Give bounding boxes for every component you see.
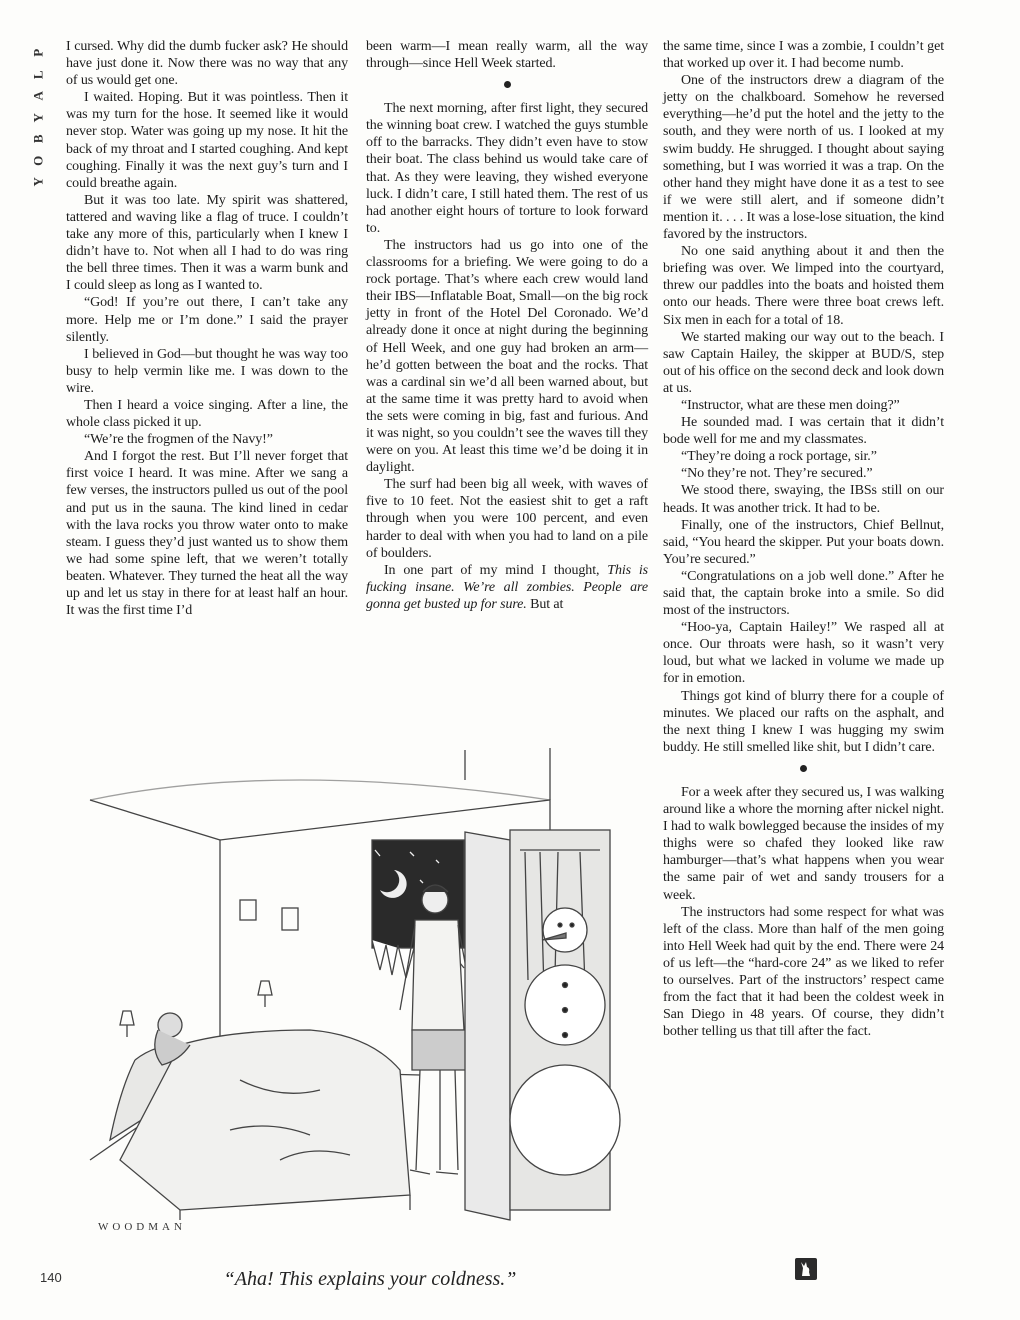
paragraph: “No they’re not. They’re secured.” bbox=[681, 466, 873, 482]
article-column-2 bbox=[366, 38, 648, 613]
paragraph: But it was too late. My spirit was shattered, tattered and waving like a flag of truce. I couldn’t take any more of this, particularly when I knew I didn’t have to. Not when all I had to do was ring the bell three times. Then it was a warm bunk and I could sleep as long as I wanted to. bbox=[66, 192, 348, 294]
side-label-letter: Y bbox=[30, 177, 46, 187]
paragraph: “God! If you’re out there, I can’t take any more. Help me or I’m done.” I said the prayer silently. bbox=[66, 295, 348, 345]
paragraph: “Congratulations on a job well done.” After he said that, the captain broke into a smile. So did most of the instructors. bbox=[663, 568, 944, 619]
cartoon-illustration bbox=[80, 740, 650, 1238]
paragraph: been warm—I mean really warm, all the way through—since Hell Week started. bbox=[366, 39, 648, 72]
paragraph: “Instructor, what are these men doing?” bbox=[681, 397, 900, 413]
side-label-letter: L bbox=[30, 69, 46, 79]
paragraph: the same time, since I was a zombie, I couldn’t get that worked up over it. I had become numb. bbox=[663, 39, 944, 72]
magazine-side-label bbox=[28, 42, 48, 193]
side-label-letter: A bbox=[30, 91, 46, 101]
paragraph: One of the instructors drew a diagram of the jetty on the chalkboard. Somehow he reversed everything—he’d put the hotel and the jetty to the south, and they were north of us. I looked at my swim buddy. He shrugged. I thought about saying something, but I was worried it was a trap. On the other hand they might have done it as a test to see if we were still alert, and if someone didn’t mention it. . . . It was a lose-lose situation, the kind favored by the instructors. bbox=[663, 73, 944, 243]
paragraph: Then I heard a voice singing. After a line, the whole class picked it up. bbox=[66, 397, 348, 431]
paragraph: In one part of my mind I thought, This is fucking insane. We’re all zombies. People are gonna get busted up for sure. But at bbox=[366, 562, 648, 612]
section-break-dot bbox=[663, 762, 944, 776]
paragraph: Things got kind of blurry there for a couple of minutes. We placed our rafts on the asphalt, and the next thing I knew I was hugging my swim buddy. He still smelled like shit, but I didn’t care. bbox=[663, 688, 944, 755]
paragraph: “We’re the frogmen of the Navy!” bbox=[84, 432, 273, 448]
side-label-letter: B bbox=[30, 134, 46, 144]
article-column-1 bbox=[66, 38, 348, 619]
paragraph: I waited. Hoping. But it was pointless. Then it was my turn for the hose. It seemed like it would never stop. Water was going up my nose. It hit the back of my throat and I started coughing. And kept coughing. Finally it was the next guy’s turn and I could breathe again. bbox=[66, 90, 348, 191]
paragraph: He sounded mad. I was certain that it didn’t bode well for me and my classmates. bbox=[663, 415, 944, 448]
side-label-letter: O bbox=[30, 155, 46, 166]
side-label-letter: P bbox=[30, 48, 46, 57]
paragraph: The instructors had us go into one of the classrooms for a briefing. We were going to do a rock portage. That’s where each crew would land their IBS—Inflatable Boat, Small—on the big rock jetty in front of the Hotel Del Coronado. We’d already done it once at night during the beginning of Hell Week, and one guy had broken an arm—he’d gotten between the boat and the rocks. That was a cardinal sin we’d all been warned about, but at the same time it was pretty hard to avoid when the sets were coming in big, fast and furious. And it was night, so you couldn’t see the waves till they were on you. At least this time we’d be doing it in daylight. bbox=[366, 237, 648, 476]
paragraph: I cursed. Why did the dumb fucker ask? He should have just done it. Now there was no way that any of us would get one. bbox=[66, 39, 348, 89]
paragraph: The next morning, after first light, they secured the winning boat crew. I watched the guys stumble off to the barracks. They didn’t even have to stow their boat. The class behind us would take care of that. As they were leaving, they wished everyone luck. I didn’t care, I still hated them. The rest of us had another eight hours of torture to look forward to. bbox=[366, 101, 648, 236]
paragraph: For a week after they secured us, I was walking around like a whore the morning after nickel night. I had to walk bowlegged because the insides of my thighs were so chafed they looked like raw hamburger—that’s what happens when you wear the same pair of wet and sandy trousers for a week. bbox=[663, 784, 944, 903]
paragraph: The surf had been big all week, with waves of five to 10 feet. Not the easiest shit to get a raft through when you were 100 percent, and even harder to deal with when you had to land on a pile of boulders. bbox=[366, 477, 648, 561]
paragraph: Finally, one of the instructors, Chief Bellnut, said, “You heard the skipper. Put your boats down. You’re secured.” bbox=[663, 517, 944, 567]
page-number: 140 bbox=[40, 1270, 62, 1285]
paragraph: The instructors had some respect for what was left of the class. More than half of the men going into Hell Week had quit by the end. There were 24 of us left—the “hard-core 24” as we liked to refer to ourselves. Part of the instructors’ respect came from the fact that it had been the coldest week in San Diego in 48 years. Of course, they didn’t bother telling us that till after the fact. bbox=[663, 904, 944, 1040]
cartoon-signature: WOODMAN bbox=[98, 1221, 186, 1233]
paragraph: “They’re doing a rock portage, sir.” bbox=[681, 449, 877, 465]
section-break-dot bbox=[366, 78, 648, 92]
paragraph: I believed in God—but thought he was way too busy to help vermin like me. I was down to the wire. bbox=[66, 346, 348, 396]
playboy-bunny-icon bbox=[795, 1258, 817, 1280]
paragraph: We started making our way out to the beach. I saw Captain Hailey, the skipper at BUD/S, step out of his office on the second deck and look down at us. bbox=[663, 329, 944, 396]
side-label-letter: Y bbox=[30, 112, 46, 122]
paragraph: And I forgot the rest. But I’ll never forget that first voice I heard. It was mine. After we sang a few verses, the instructors pulled us out of the pool and put us in the sauna. The kind lined in cedar with the lava rocks you throw water onto to make steam. I guess they’d just wanted us to show them we had some spine left, that we weren’t totally beaten. Whatever. They turned the heat all the way up and let us stay in there for at least half an hour. It was the first time I’d bbox=[66, 449, 348, 619]
paragraph: We stood there, swaying, the IBSs still on our heads. It was another trick. It had to be. bbox=[663, 483, 944, 516]
cartoon-caption: “Aha! This explains your coldness.” bbox=[223, 1268, 517, 1290]
article-column-3 bbox=[663, 38, 944, 1040]
paragraph: “Hoo-ya, Captain Hailey!” We rasped all at once. Our throats were hash, so it wasn’t very loud, but what we lacked in volume we made up for in emotion. bbox=[663, 620, 944, 687]
paragraph: No one said anything about it and then the briefing was over. We limped into the courtyard, threw our paddles into the boats and hoisted them onto our heads. There were three boat crews left. Six men in each for a total of 18. bbox=[663, 244, 944, 328]
